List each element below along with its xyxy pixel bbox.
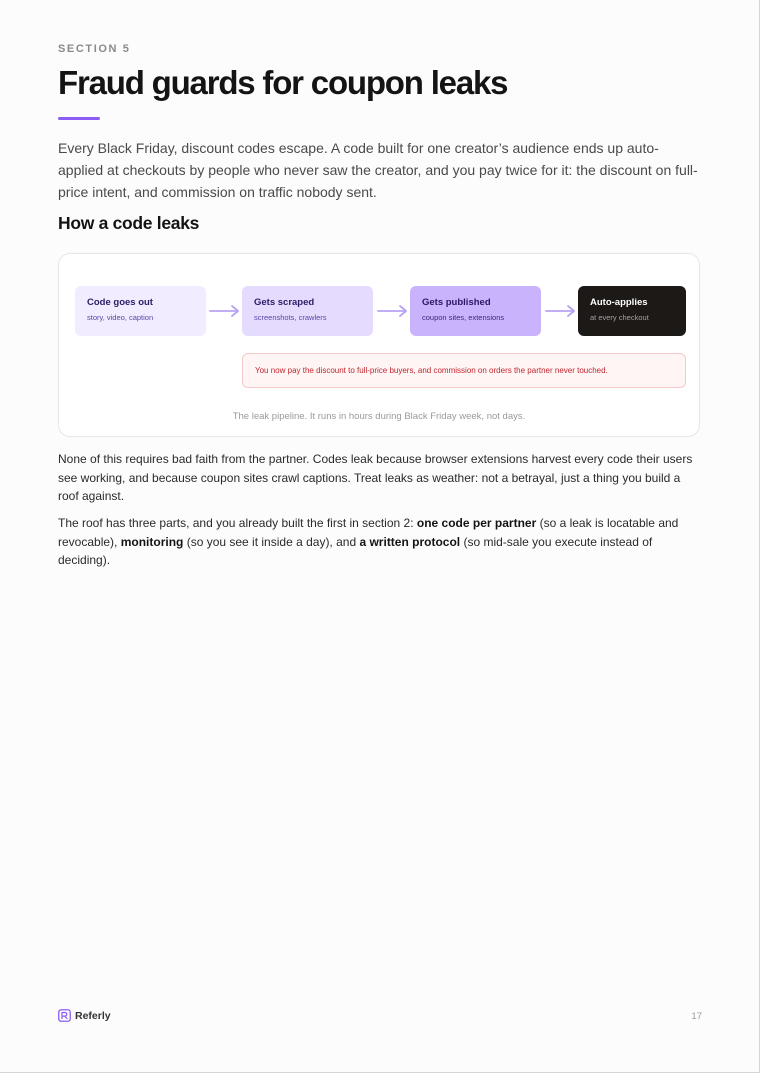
cost-warning-callout: You now pay the discount to full-price buyers, and commission on orders the partner never touched.	[242, 353, 686, 388]
page-title: Fraud guards for coupon leaks	[58, 64, 508, 101]
footer-brand-name: Referly	[75, 1009, 111, 1022]
diagram-caption: The leak pipeline. It runs in hours during Black Friday week, not days.	[232, 411, 526, 422]
section-eyebrow: SECTION 5	[58, 43, 131, 55]
arrow-right-icon	[545, 304, 577, 318]
arrow-right-icon	[209, 304, 241, 318]
footer-brand	[58, 1009, 111, 1022]
body-text: (so mid-sale you execute instead of deciding).	[58, 534, 653, 567]
step-label: Gets published	[422, 297, 491, 308]
body-paragraph-leaks: None of this requires bad faith from the partner. Codes leak because browser extensions harvest every code their users see working, and because coupon sites crawl captions. Treat leaks as weather: not a betrayal, just a thing you build a roof against.	[58, 452, 693, 503]
page-number: 17	[691, 1011, 702, 1022]
emphasis-monitoring: monitoring	[120, 534, 184, 549]
arrow-right-icon	[377, 304, 409, 318]
step-sub: at every checkout	[590, 313, 649, 322]
emphasis-one-code-per-partner: one code per partner	[416, 516, 537, 530]
body-paragraph-roof	[58, 514, 702, 570]
body-text: (so a leak is locatable and revocable),	[58, 516, 679, 549]
body-text: The roof has three parts, and you already built the first in section 2:	[58, 516, 417, 530]
step-sub: screenshots, crawlers	[254, 313, 327, 322]
step-gets-published	[410, 286, 541, 336]
step-label: Gets scraped	[254, 297, 315, 308]
step-label: Auto-applies	[590, 297, 648, 308]
intro-paragraph: Every Black Friday, discount codes escape. A code built for one creator’s audience ends up auto-applied at checkouts by people who never saw the creator, and you pay twice for it: the discount on full-price intent, and commission on traffic nobody sent.	[58, 140, 698, 200]
step-label: Code goes out	[87, 297, 153, 308]
referly-logo-icon	[58, 1009, 71, 1022]
step-code-goes-out	[75, 286, 206, 336]
body-text: (so you see it inside a day), and	[183, 534, 360, 549]
step-gets-scraped	[242, 286, 373, 336]
step-auto-applies	[578, 286, 686, 336]
leak-pipeline-diagram	[58, 253, 700, 437]
section-subheading: How a code leaks	[58, 213, 200, 233]
title-accent-rule	[58, 117, 100, 120]
step-sub: coupon sites, extensions	[422, 313, 505, 322]
emphasis-written-protocol: a written protocol	[359, 534, 461, 549]
step-sub: story, video, caption	[87, 313, 154, 322]
